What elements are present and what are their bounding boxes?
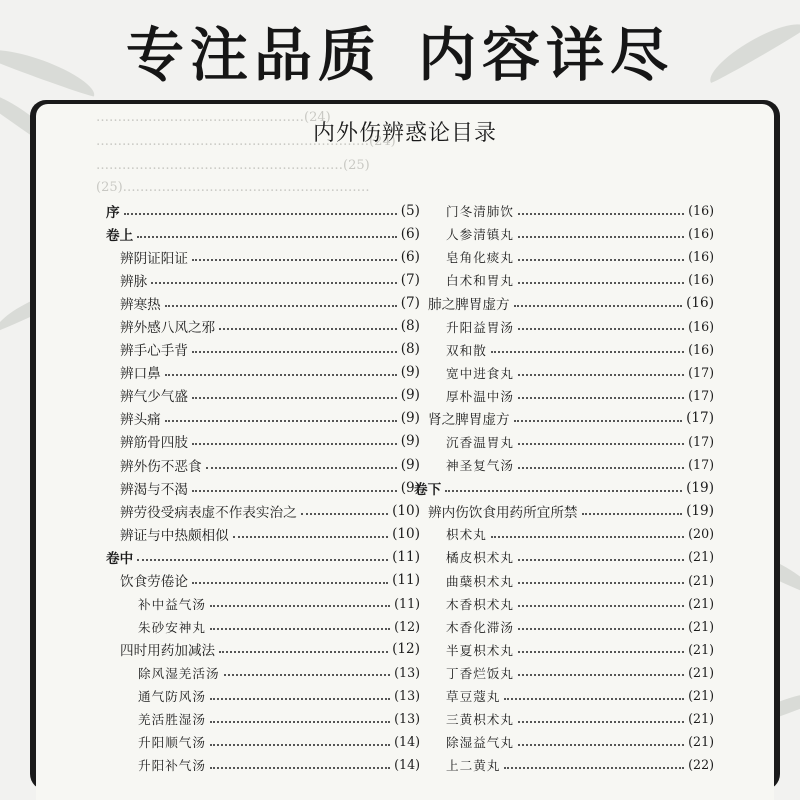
toc-entry-page: (9) [400,387,420,404]
toc-entry-label: 辨证与中热颇相似 [120,527,229,544]
toc-entry [414,638,714,661]
toc-entry-label: 丁香烂饭丸 [446,665,514,681]
toc-entry-label: 门冬清肺饮 [446,204,514,220]
toc-entry [106,268,420,291]
toc-dot-leader [518,397,684,399]
toc-entry-label: 三黄枳术丸 [446,712,514,728]
toc-entry-page: (21) [688,549,714,565]
toc-dot-leader [518,236,684,238]
toc-entry-page: (19) [686,479,714,496]
toc-entry-page: (16) [686,294,714,311]
toc-entry-page: (9) [400,456,420,473]
toc-entry-label: 卷下 [414,481,442,498]
toc-dot-leader [192,259,397,261]
toc-entry [414,338,714,361]
toc-entry-page: (10) [392,502,420,519]
toc-entry-page: (11) [392,572,420,589]
toc-entry-label: 辨头痛 [120,412,161,429]
toc-entry-label: 升阳益胃汤 [446,319,514,335]
toc-entry-label: 卷中 [106,550,134,567]
toc-entry [414,291,714,314]
toc-dot-leader [165,420,397,422]
toc-dot-leader [518,374,684,376]
toc-entry-label: 除风湿羌活汤 [138,665,220,681]
toc-entry-label: 辨阴证阳证 [120,250,188,267]
toc-dot-leader [518,213,684,215]
toc-dot-leader [518,721,684,723]
toc-entry-page: (13) [394,688,420,704]
toc-entry-label: 曲蘖枳术丸 [446,573,514,589]
toc-entry-page: (21) [688,641,714,657]
toc-dot-leader [514,420,683,422]
toc-dot-leader [518,605,684,607]
promo-banner [0,0,800,100]
toc-entry [414,592,714,615]
toc-entry-page: (20) [688,526,714,542]
toc-dot-leader [518,282,684,284]
toc-entry-page: (9) [400,479,420,496]
toc-entry [414,222,714,245]
toc-entry-label: 皂角化痰丸 [446,250,514,266]
toc-entry-page: (22) [688,757,714,773]
bleed-through-text: (25)………………………………………………… [96,180,370,195]
toc-entry-page: (9) [400,364,420,381]
toc-dot-leader [491,536,684,538]
toc-entry-page: (17) [688,457,714,473]
toc-entry [106,753,420,776]
toc-entry-page: (21) [688,664,714,680]
toc-dot-leader [233,536,388,538]
toc-entry-label: 辨筋骨四肢 [120,435,188,452]
toc-column-right [414,199,714,776]
toc-entry-page: (5) [400,202,420,219]
toc-dot-leader [192,443,397,445]
toc-entry-label: 辨手心手背 [120,343,188,360]
toc-entry [414,268,714,291]
toc-entry-label: 人参清镇丸 [446,227,514,243]
toc-entry-label: 辨外感八风之邪 [120,320,216,337]
toc-entry-page: (16) [688,341,714,357]
toc-entry [414,245,714,268]
toc-entry-page: (9) [400,410,420,427]
toc-entry-label: 辨脉 [120,273,148,290]
toc-entry-label: 羌活胜湿汤 [138,712,206,728]
toc-entry-page: (17) [688,364,714,380]
toc-entry-page: (13) [394,664,420,680]
toc-entry [106,499,420,522]
toc-dot-leader [192,490,397,492]
toc-dot-leader [445,490,682,492]
toc-entry-label: 木香枳术丸 [446,596,514,612]
toc-dot-leader [514,305,683,307]
toc-entry-page: (9) [400,433,420,450]
toc-entry-label: 枳术丸 [446,527,487,543]
toc-entry [414,545,714,568]
toc-entry-label: 序 [106,204,120,221]
toc-entry [106,199,420,222]
toc-entry [106,222,420,245]
toc-entry-page: (11) [394,595,420,611]
toc-entry [106,522,420,545]
toc-entry-label: 辨渴与不渴 [120,481,188,498]
toc-entry [414,453,714,476]
toc-entry-label: 卷上 [106,227,134,244]
toc-entry-page: (14) [394,734,420,750]
toc-dot-leader [504,698,684,700]
toc-entry [414,499,714,522]
toc-entry [106,361,420,384]
toc-entry [414,615,714,638]
toc-entry [414,361,714,384]
toc-entry-label: 通气防风汤 [138,689,206,705]
toc-column-left [106,199,420,776]
toc-entry-label: 神圣复气汤 [446,458,514,474]
toc-entry-label: 橘皮枳术丸 [446,550,514,566]
toc-entry-page: (6) [400,248,420,265]
toc-entry [106,291,420,314]
toc-entry-label: 沉香温胃丸 [446,434,514,450]
toc-dot-leader [210,698,390,700]
toc-dot-leader [124,213,397,215]
toc-dot-leader [518,744,684,746]
toc-dot-leader [219,328,397,330]
toc-entry-label: 厚朴温中汤 [446,388,514,404]
toc-entry [106,569,420,592]
toc-entry-page: (16) [688,272,714,288]
toc-entry-page: (17) [688,387,714,403]
toc-entry [414,430,714,453]
banner-right-text: 内容详尽 [418,21,675,89]
toc-entry-label: 宽中进食丸 [446,365,514,381]
toc-entry [106,476,420,499]
toc-dot-leader [210,605,390,607]
toc-entry-label: 朱砂安神丸 [138,619,206,635]
toc-entry [414,314,714,337]
toc-entry-page: (7) [400,294,420,311]
toc-entry-label: 辨内伤饮食用药所宜所禁 [428,504,578,521]
toc-entry-page: (16) [688,249,714,265]
toc-dot-leader [210,721,390,723]
toc-entry-page: (17) [686,410,714,427]
toc-entry [414,753,714,776]
toc-entry-label: 补中益气汤 [138,596,206,612]
toc-entry [106,684,420,707]
toc-entry-label: 饮食劳倦论 [120,574,188,591]
toc-entry-label: 升阳补气汤 [138,758,206,774]
toc-entry [414,684,714,707]
toc-dot-leader [210,767,390,769]
toc-entry-page: (21) [688,572,714,588]
toc-entry [414,661,714,684]
toc-entry-page: (21) [688,711,714,727]
toc-dot-leader [137,559,388,561]
toc-entry [106,245,420,268]
toc-dot-leader [151,282,397,284]
toc-entry-page: (13) [394,711,420,727]
toc-dot-leader [518,559,684,561]
toc-dot-leader [192,397,397,399]
bleed-through-text: ………………………………………………………(24) [96,134,396,149]
toc-entry-page: (19) [686,502,714,519]
toc-entry [106,661,420,684]
toc-entry [414,476,714,499]
toc-entry-label: 肺之脾胃虚方 [428,296,510,313]
toc-entry [106,545,420,568]
toc-entry [414,522,714,545]
bleed-through-text: …………………………………………(24) [96,110,331,125]
toc-dot-leader [192,582,388,584]
toc-entry-page: (21) [688,734,714,750]
toc-dot-leader [206,467,397,469]
toc-entry-page: (16) [688,203,714,219]
toc-dot-leader [518,628,684,630]
toc-entry-label: 辨寒热 [120,296,161,313]
toc-entry-label: 升阳顺气汤 [138,735,206,751]
toc-entry [414,199,714,222]
toc-dot-leader [518,651,684,653]
toc-entry-label: 白术和胃丸 [446,273,514,289]
toc-entry-label: 草豆蔻丸 [446,689,501,705]
toc-entry-label: 辨气少气盛 [120,389,188,406]
toc-entry [106,453,420,476]
toc-dot-leader [192,351,397,353]
toc-entry-page: (11) [392,548,420,565]
toc-dot-leader [165,374,397,376]
toc-entry [414,569,714,592]
toc-entry-page: (7) [400,271,420,288]
banner-left-text: 专注品质 [125,21,382,89]
toc-dot-leader [504,767,684,769]
toc-entry-label: 双和散 [446,342,487,358]
toc-dot-leader [224,674,391,676]
toc-entry-page: (12) [394,618,420,634]
toc-entry [414,707,714,730]
toc-entry-label: 四时用药加减法 [120,643,216,660]
toc-entry-page: (21) [688,688,714,704]
toc-entry [106,314,420,337]
toc-entry [106,407,420,430]
toc-entry-page: (21) [688,618,714,634]
toc-entry-label: 辨口鼻 [120,366,161,383]
bleed-through-text: …………………………………………………(25) [96,158,370,173]
toc-entry-page: (14) [394,757,420,773]
toc-dot-leader [518,467,684,469]
toc-entry [414,384,714,407]
toc-entry [106,592,420,615]
toc-entry-label: 肾之脾胃虚方 [428,412,510,429]
toc-entry [106,615,420,638]
toc-entry-page: (16) [688,318,714,334]
toc-entry-page: (17) [688,433,714,449]
toc-dot-leader [518,582,684,584]
toc-dot-leader [165,305,397,307]
toc-entry-label: 除湿益气丸 [446,735,514,751]
toc-entry [106,707,420,730]
toc-entry-label: 辨劳役受病表虚不作表实治之 [120,504,297,521]
toc-dot-leader [301,513,388,515]
toc-entry-label: 上二黄丸 [446,758,501,774]
toc-entry-page: (10) [392,525,420,542]
toc-entry [106,338,420,361]
toc-dot-leader [582,513,683,515]
toc-dot-leader [518,328,684,330]
toc-entry [106,384,420,407]
toc-entry [414,730,714,753]
toc-dot-leader [219,651,388,653]
book-page [36,104,774,800]
toc-entry-page: (21) [688,595,714,611]
toc-entry [106,730,420,753]
toc-entry-label: 半夏枳术丸 [446,642,514,658]
toc-dot-leader [210,628,390,630]
toc-entry-label: 木香化滞汤 [446,619,514,635]
page-title: 内外伤辨惑论目录 [312,121,497,146]
toc-dot-leader [518,259,684,261]
toc-entry [106,430,420,453]
toc-entry-page: (8) [400,341,420,358]
toc-entry-page: (8) [400,318,420,335]
toc-entry-page: (16) [688,226,714,242]
toc-entry-page: (12) [392,641,420,658]
toc-entry-label: 辨外伤不恶食 [120,458,202,475]
toc-dot-leader [491,351,684,353]
toc-dot-leader [518,674,684,676]
toc-dot-leader [518,443,684,445]
toc-entry-page: (6) [400,225,420,242]
toc-entry [106,638,420,661]
toc-dot-leader [137,236,397,238]
toc-dot-leader [210,744,390,746]
toc-entry [414,407,714,430]
